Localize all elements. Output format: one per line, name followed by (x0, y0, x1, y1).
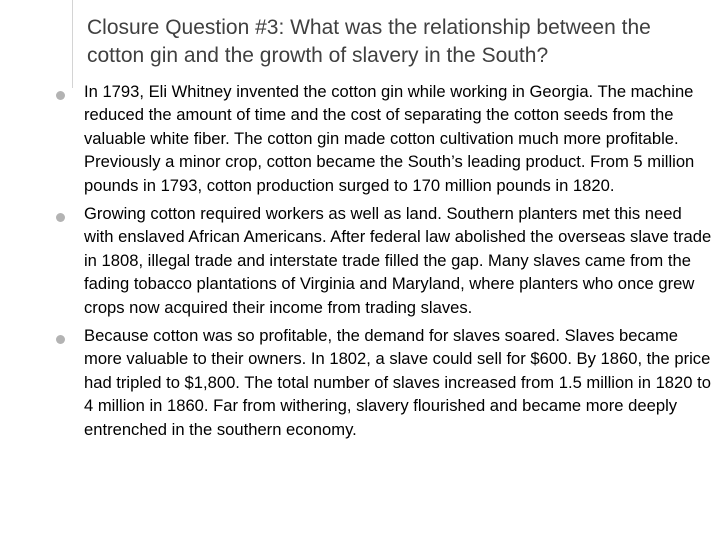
bullet-text: In 1793, Eli Whitney invented the cotton gin while working in Georgia. The machine reduced the amount of time and the cost of separating the cotton seeds from the valuable white fiber. The cotton gin made cotton cultivation much more profitable. Previously a minor crop, cotton became the South’s leading product. From 5 million pounds in 1793, cotton production surged to 170 million pounds in 1820. (84, 82, 695, 195)
bullet-dot-icon (56, 335, 65, 344)
bullet-item (56, 202, 714, 319)
slide-title: Closure Question #3: What was the relationship between the cotton gin and the growth of slavery in the South? (87, 16, 651, 67)
bullet-item (56, 324, 714, 441)
bullet-item (56, 80, 714, 197)
bullet-dot-icon (56, 213, 65, 222)
bullet-dot-icon (56, 91, 65, 100)
bullet-text: Because cotton was so profitable, the demand for slaves soared. Slaves became more valuable to their owners. In 1802, a slave could sell for $600. By 1860, the price had tripled to $1,800. The total number of slaves increased from 1.5 million in 1820 to 4 million in 1860. Far from withering, slavery flourished and became more deeply entrenched in the southern economy. (84, 326, 711, 439)
bullet-text: Growing cotton required workers as well as land. Southern planters met this need with enslaved African Americans. After federal law abolished the overseas slave trade in 1808, illegal trade and interstate trade filled the gap. Many slaves came from the fading tobacco plantations of Virginia and Maryland, where planters who once grew crops now acquired their income from trading slaves. (84, 204, 712, 317)
bullet-list (56, 80, 714, 446)
title-accent-line (72, 0, 73, 88)
